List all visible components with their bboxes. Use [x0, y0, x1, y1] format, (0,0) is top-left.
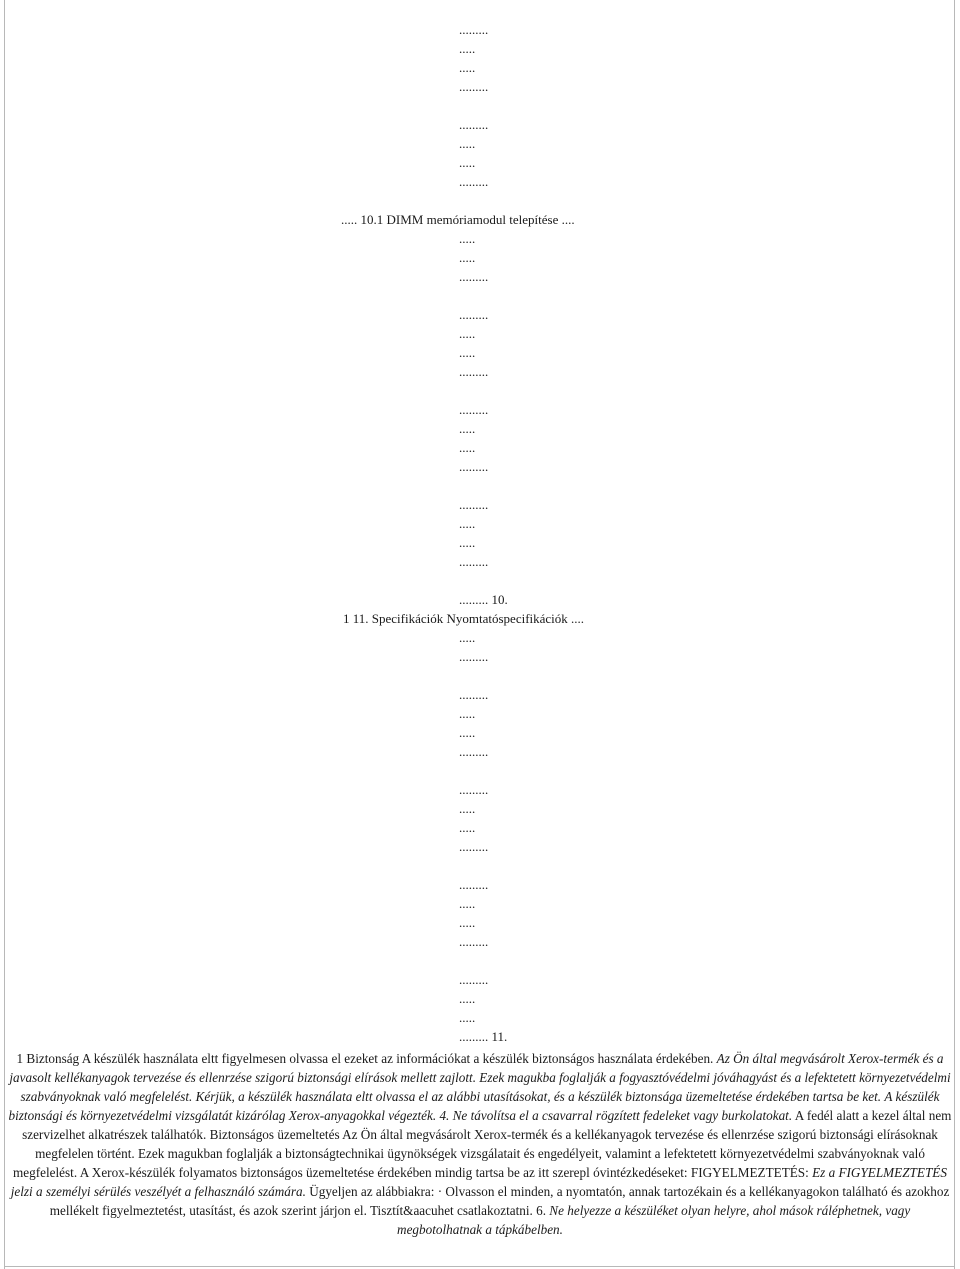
toc-leader: ......... — [459, 22, 489, 37]
paragraph: Kérjük, a készülék használata eltt olvassa el az alábbi utasításokat, és a készülék biztonsága üzemeltetése érdekében tartsa be ket. — [195, 1089, 882, 1104]
paragraph: Ne helyezze a készüléket olyan helyre, ahol mások ráléphetnek, vagy megbotolhatnak a tápkábelben. — [397, 1203, 911, 1237]
paragraph: Az Ön által megvásárolt Xerox-termék és a javasolt kellékanyagok tervezése és ellenrzése szigorú biztonsági elírások mellett zajlott. — [9, 1051, 944, 1085]
toc-leader: ..... — [459, 345, 476, 360]
toc-entry-specifications[interactable]: 1 11. Specifikációk Nyomtatóspecifikációk .... — [343, 611, 585, 626]
toc-leader: ......... — [459, 307, 489, 322]
toc-leader: ..... — [459, 915, 476, 930]
toc-leader: ..... — [459, 630, 476, 645]
toc-leader: ..... — [459, 725, 476, 740]
toc-leader: ......... — [459, 174, 489, 189]
toc-leader: ..... — [459, 516, 476, 531]
paragraph: A Xerox-készülék folyamatos biztonságos üzemeltetése érdekében mindig tartsa be az itt szerepl óvintézkedéseket: FIGYELMEZTETÉS: — [79, 1165, 809, 1180]
toc-leader: ......... — [459, 687, 489, 702]
paragraph: Ezek magukba foglalják a fogyasztóvédelmi jóváhagyást és a lefektetett környezetvédelmi szabványoknak való megfelelést. — [20, 1070, 951, 1104]
toc-leader: ..... — [459, 231, 476, 246]
toc-leader: ......... — [459, 877, 489, 892]
toc-leader: ......... — [459, 554, 489, 569]
toc-leader: ..... — [459, 250, 476, 265]
paragraph: Ügyeljen az alábbiakra: · Olvasson el minden, a nyomtatón, annak tartozékain és a kellékanyagokon található és azokhoz mellékelt figyelmeztetést, utasítást, és azok szerint járjon el. — [49, 1184, 950, 1218]
toc-leader: ..... — [459, 421, 476, 436]
paragraph: 1 Biztonság A készülék használata eltt figyelmesen olvassa el ezeket az információkat a készülék biztonságos használata érdekében. — [16, 1051, 714, 1066]
toc-leader: ......... — [459, 402, 489, 417]
paragraph: Tisztít&aacuhet csatlakoztatni. 6. — [369, 1203, 546, 1218]
paragraph: A fedél alatt a kezel által nem szervizelhet alkatrészek találhatók. — [22, 1108, 952, 1142]
paragraph: 4. Ne távolítsa el a csavarral rögzített fedeleket vagy burkolatokat. — [439, 1108, 793, 1123]
toc-leader: ..... — [459, 136, 476, 151]
paragraph: Biztonságos üzemeltetés Az Ön által megvásárolt Xerox-termék és a kellékanyagok tervezése és ellenrzése szigorú biztonsági elírásoknak megfelelen történt. — [35, 1127, 938, 1161]
toc-leader: ..... — [459, 706, 476, 721]
toc-leader: ..... — [459, 41, 476, 56]
toc-leader: ......... — [459, 497, 489, 512]
toc-leader: ......... — [459, 972, 489, 987]
toc-leader: ......... — [459, 364, 489, 379]
toc-leader: ..... — [459, 535, 476, 550]
toc-leader: ..... — [459, 440, 476, 455]
toc-leader: ..... — [459, 991, 476, 1006]
toc-leader: ..... — [459, 60, 476, 75]
toc-leader: ......... — [459, 649, 489, 664]
toc-leader: ......... — [459, 79, 489, 94]
toc-leader: ......... — [459, 117, 489, 132]
paragraph: Ezek magukban foglalják a biztonságtechnikai ügynökségek vizsgálatait és engedélyeit, valamint a lefektetett környezetvédelmi szabványoknak való megfelelést. — [13, 1146, 925, 1180]
paragraph: Ez a FIGYELMEZTETÉS jelzi a személyi sérülés veszélyét a felhasználó számára. — [10, 1165, 947, 1199]
toc-leader: ......... — [459, 269, 489, 284]
toc-leader: ..... — [459, 155, 476, 170]
toc-leader: ......... — [459, 459, 489, 474]
toc-leader: ......... — [459, 782, 489, 797]
toc-entry-dimm[interactable]: ..... 10.1 DIMM memóriamodul telepítése .... — [341, 212, 575, 227]
toc-leader: ..... — [459, 326, 476, 341]
toc-entry-page-11[interactable]: ......... 11. — [459, 1029, 508, 1044]
table-of-contents — [0, 20, 960, 1046]
toc-leader: ..... — [459, 801, 476, 816]
toc-leader: ......... — [459, 839, 489, 854]
toc-leader: ..... — [459, 820, 476, 835]
toc-leader: ..... — [459, 1010, 476, 1025]
toc-leader: ......... — [459, 744, 489, 759]
toc-leader: ..... — [459, 896, 476, 911]
paragraph: A készülék biztonsági és környezetvédelmi vizsgálatát kizárólag Xerox-anyagokkal végezték. — [8, 1089, 940, 1123]
toc-leader: ......... — [459, 934, 489, 949]
page-border-bottom — [4, 1266, 955, 1267]
safety-section-text — [6, 1049, 954, 1239]
toc-entry-page-10[interactable]: ......... 10. — [459, 592, 508, 607]
